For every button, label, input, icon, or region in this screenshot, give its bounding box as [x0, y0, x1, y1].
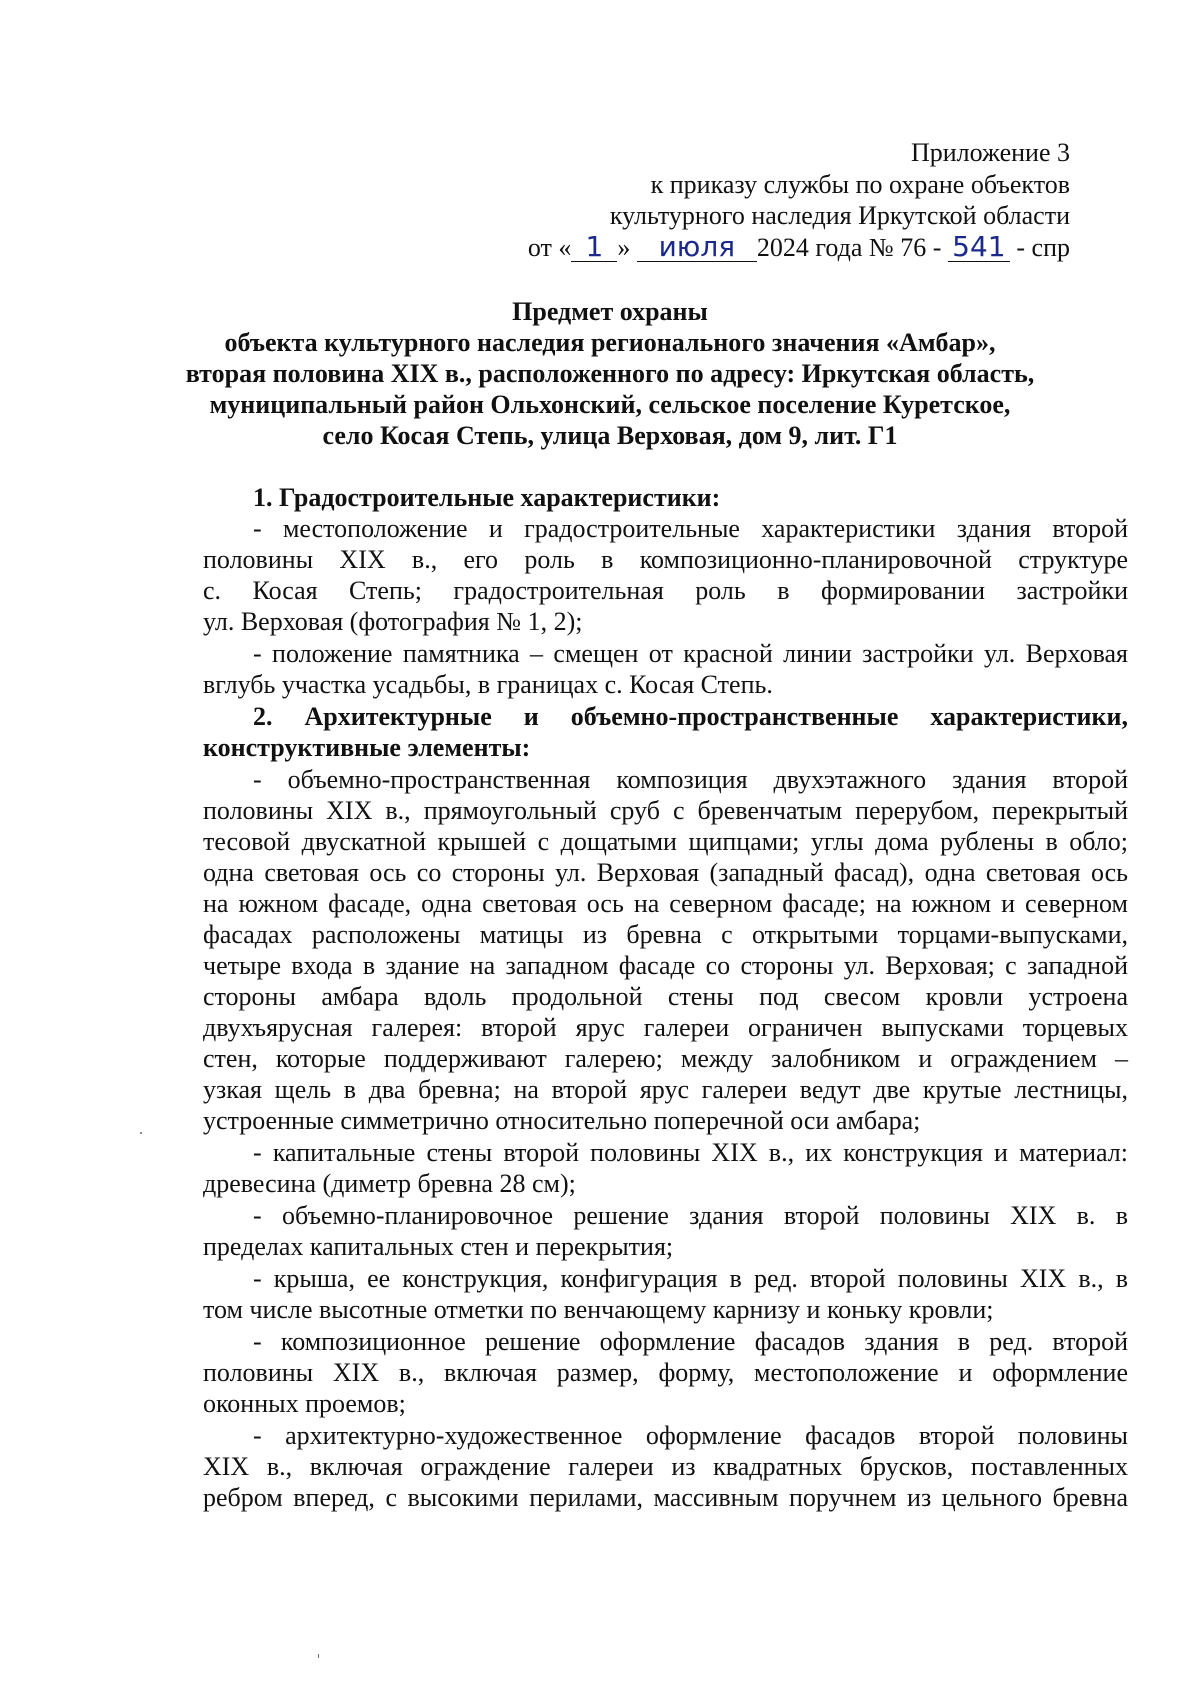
title-line-3: вторая половина XIX в., расположенного по адресу: Иркутская область, [185, 359, 1035, 388]
scan-speck [140, 1132, 142, 1134]
paragraph-line: оконных проемов; [203, 1389, 406, 1418]
section-2-heading: 2. Архитектурные и объемно-пространственные характеристики, [253, 702, 1128, 731]
authority-name: культурного наследия Иркутской области [609, 201, 1070, 230]
date-prefix: от « [527, 233, 572, 262]
paragraph-line: стен, которые поддерживают галерею; между залобником и ограждением – [203, 1044, 1128, 1073]
section-2-heading-cont: конструктивные элементы: [203, 733, 531, 762]
paragraph-line: - архитектурно-художественное оформление фасадов второй половины [253, 1421, 1128, 1450]
paragraph-line: ребром вперед, с высокими перилами, массивным поручнем из цельного бревна [203, 1483, 1128, 1512]
paragraph-line: фасадах расположены матицы из бревна с открытыми торцами-выпусками, [203, 920, 1128, 949]
paragraph-line: - местоположение и градостроительные характеристики здания второй [253, 514, 1128, 543]
paragraph-line: - крыша, ее конструкция, конфигурация в ред. второй половины XIX в., в [253, 1264, 1128, 1293]
paragraph-line: - объемно-планировочное решение здания второй половины XIX в. в [253, 1201, 1128, 1230]
document-title: Предмет охраны [512, 297, 708, 326]
paragraph-line: XIX в., включая ограждение галереи из квадратных брусков, поставленных [203, 1452, 1128, 1481]
paragraph-line: - композиционное решение оформление фасадов здания в ред. второй [253, 1327, 1128, 1356]
paragraph-line: - капитальные стены второй половины XIX в., их конструкция и материал: [253, 1138, 1128, 1167]
paragraph-line: - объемно-пространственная композиция двухэтажного здания второй [253, 765, 1128, 794]
year-number-text: 2024 года № 76 - [756, 233, 942, 262]
order-reference: к приказу службы по охране объектов [650, 170, 1070, 199]
handwritten-month: июля [637, 233, 757, 262]
paragraph-line: четыре входа в здание на западном фасаде со стороны ул. Верховая; с западной [203, 951, 1128, 980]
title-line-5: село Косая Степь, улица Верховая, дом 9, лит. Г1 [322, 421, 898, 450]
paragraph-line: двухъярусная галерея: второй ярус галереи ограничен выпусками торцевых [203, 1013, 1128, 1042]
scan-speck [318, 1654, 319, 1658]
handwritten-day: 1 [571, 233, 617, 262]
paragraph-line: том числе высотные отметки по венчающему карнизу и коньку кровли; [203, 1295, 994, 1324]
paragraph-line: половины XIX в., его роль в композиционно-планировочной структуре [203, 545, 1128, 574]
paragraph-line: половины XIX в., включая размер, форму, местоположение и оформление [203, 1358, 1128, 1387]
date-mid: » [617, 233, 631, 262]
paragraph-line: устроенные симметрично относительно поперечной оси амбара; [203, 1106, 921, 1135]
paragraph-line: - положение памятника – смещен от красной линии застройки ул. Верховая [253, 639, 1128, 668]
paragraph-line: половины XIX в., прямоугольный сруб с бревенчатым перерубом, перекрытый [203, 796, 1128, 825]
paragraph-line: ул. Верховая (фотография № 1, 2); [203, 607, 583, 636]
title-line-2: объекта культурного наследия регионального значения «Амбар», [224, 328, 996, 357]
handwritten-order-number: 541 [948, 233, 1010, 262]
section-1-heading: 1. Градостроительные характеристики: [253, 483, 721, 512]
paragraph-line: вглубь участка усадьбы, в границах с. Косая Степь. [203, 670, 773, 699]
paragraph-line: древесина (диметр бревна 28 см); [203, 1169, 576, 1198]
paragraph-line: узкая щель в два бревна; на второй ярус галереи ведут две крутые лестницы, [203, 1075, 1128, 1104]
paragraph-line: стороны амбара вдоль продольной стены под свесом кровли устроена [203, 982, 1128, 1011]
appendix-label: Приложение 3 [910, 138, 1070, 167]
paragraph-line: одна световая ось со стороны ул. Верховая (западный фасад), одна световая ось [203, 858, 1128, 887]
order-suffix: - спр [1016, 233, 1070, 262]
paragraph-line: тесовой двускатной крышей с дощатыми щипцами; углы дома рублены в обло; [203, 827, 1128, 856]
order-date-line [528, 232, 1070, 264]
paragraph-line: с. Косая Степь; градостроительная роль в формировании застройки [203, 576, 1128, 605]
paragraph-line: пределах капитальных стен и перекрытия; [203, 1232, 674, 1261]
paragraph-line: на южном фасаде, одна световая ось на северном фасаде; на южном и северном [203, 889, 1128, 918]
title-line-4: муниципальный район Ольхонский, сельское поселение Куретское, [209, 390, 1011, 419]
